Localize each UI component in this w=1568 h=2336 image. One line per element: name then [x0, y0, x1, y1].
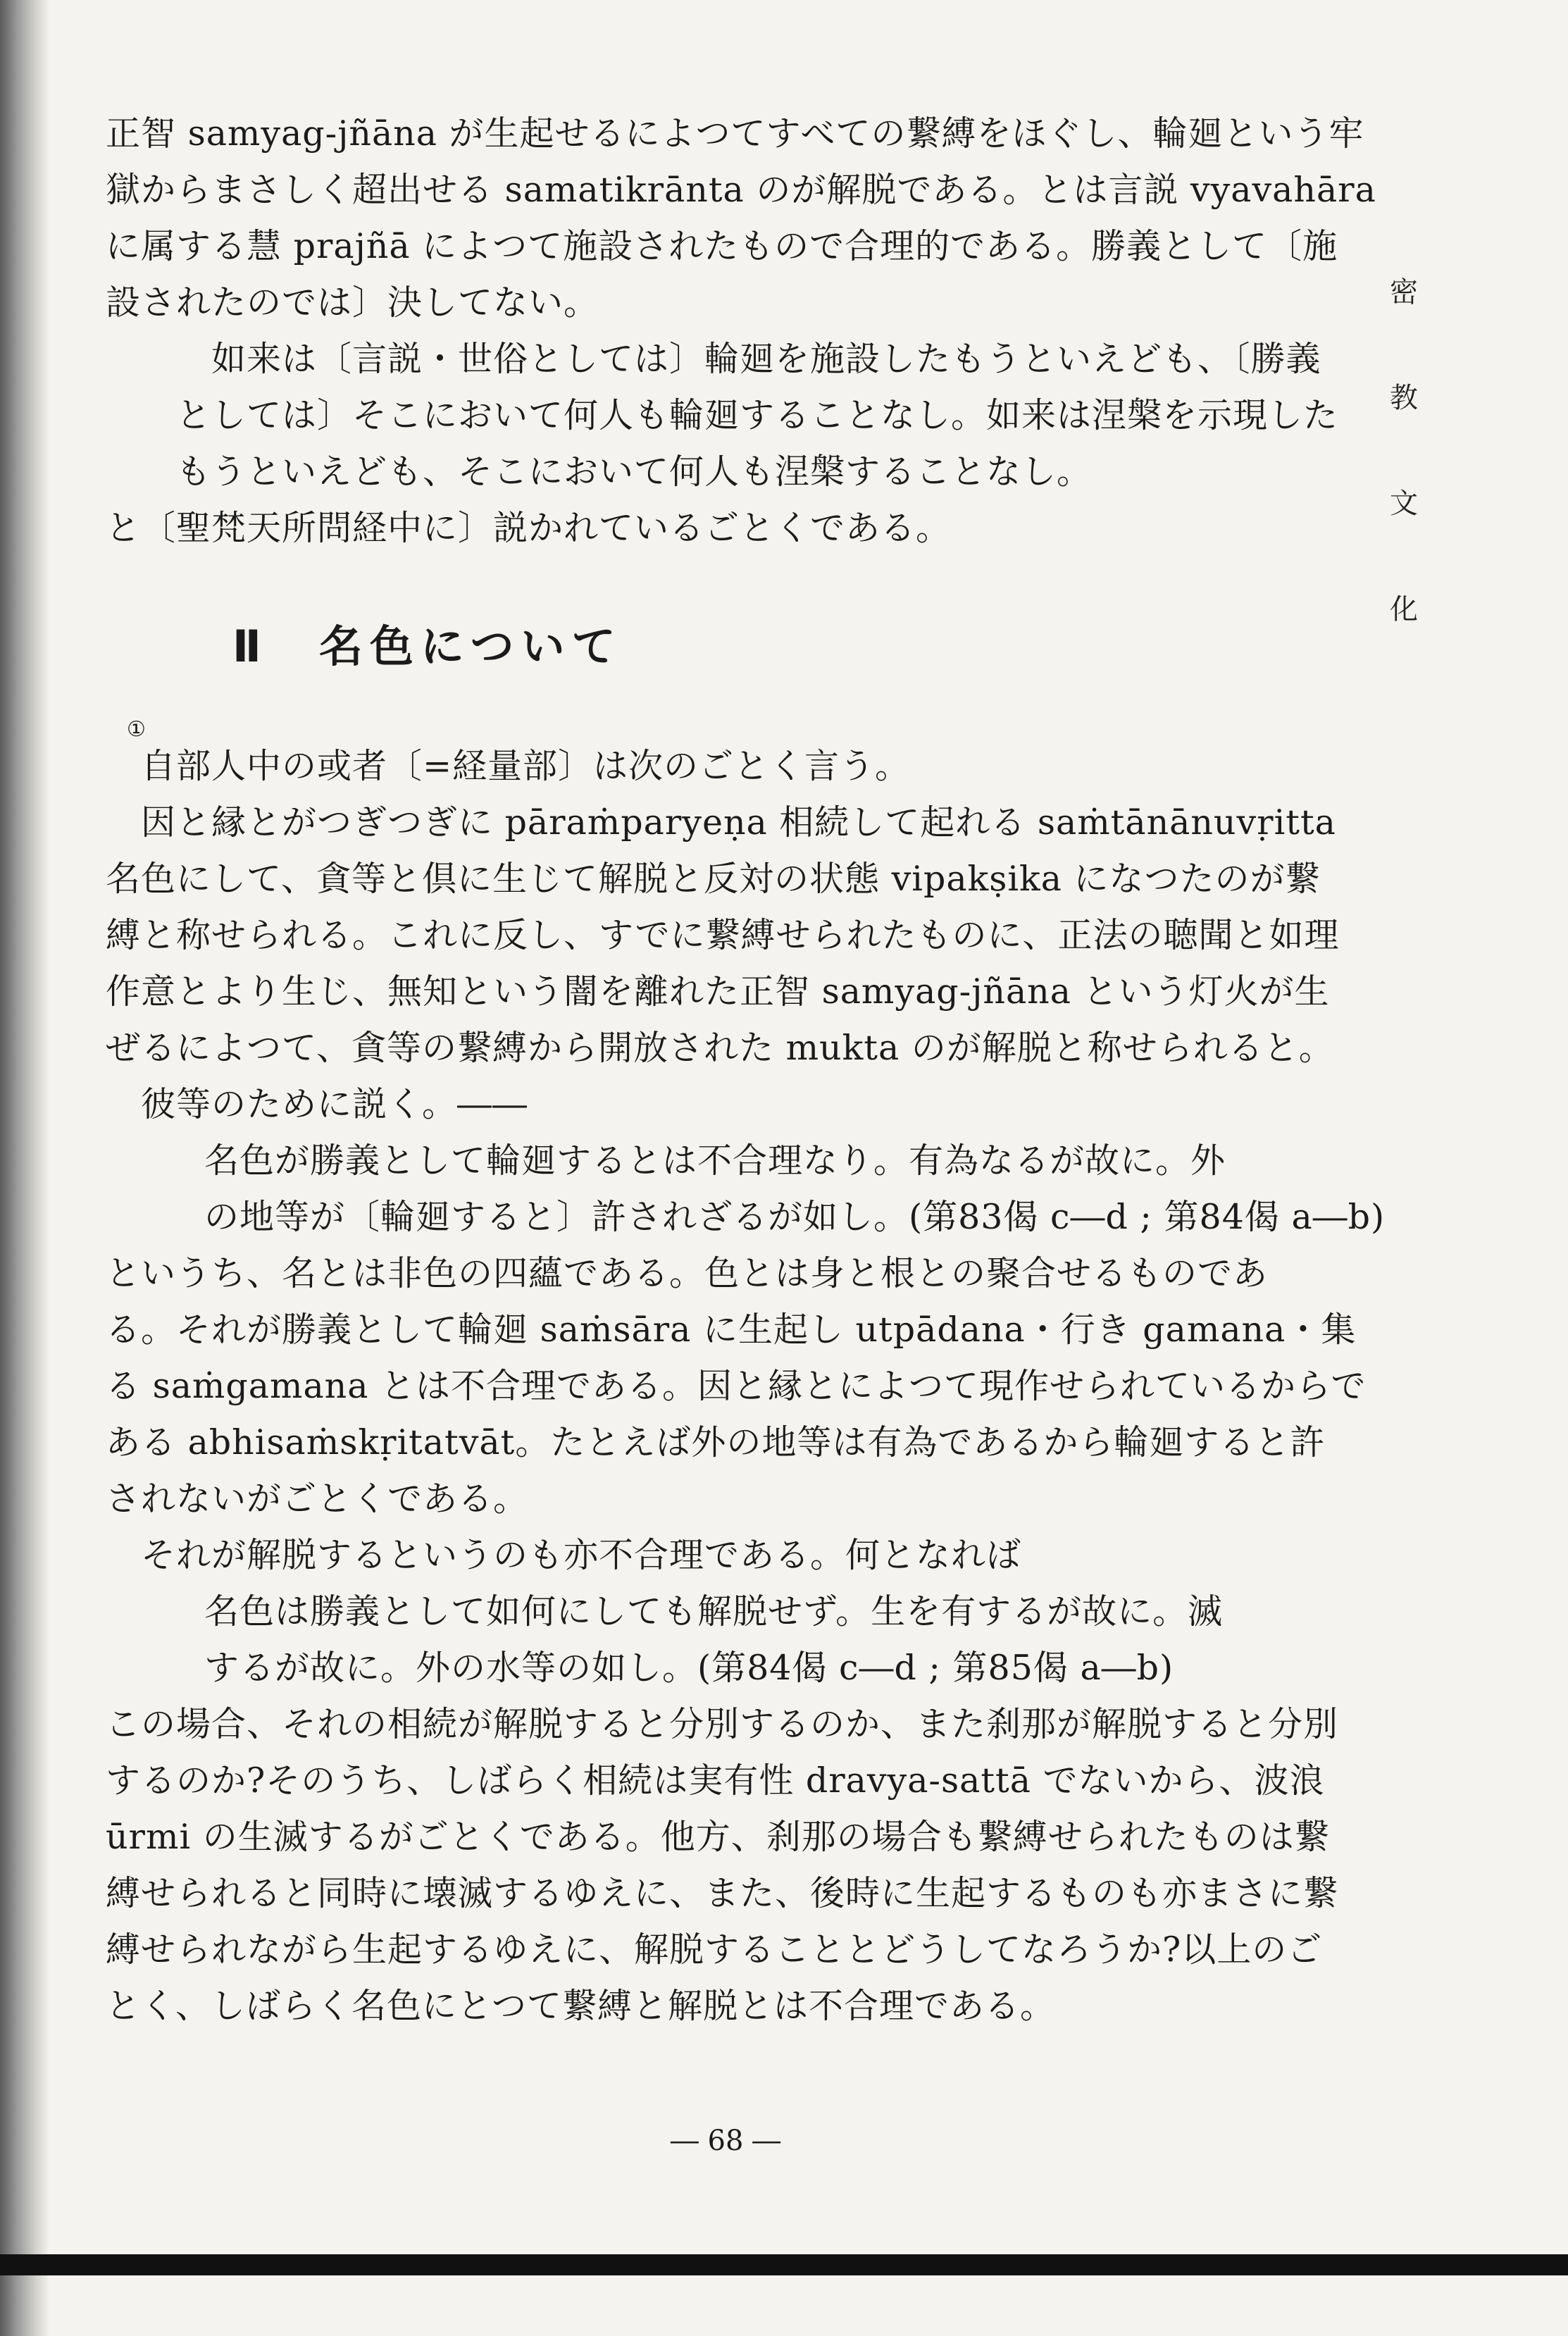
page-number: ― 68 ― — [670, 2125, 781, 2157]
text-line: 正智 samyag-jñāna が生起せるによつてすべての繋縛をほぐし、輪廻という牢 — [106, 113, 1364, 154]
quote-line: するが故に。外の水等の如し。(第84偈 c―d ; 第85偈 a―b) — [204, 1648, 1174, 1688]
text-line: 設されたのでは〕決してない。 — [106, 282, 599, 323]
text-line: 因と縁とがつぎつぎに pāraṁparyeṇa 相続して起れる saṁtānānuvṛitta — [141, 802, 1336, 843]
text-line: この場合、それの相続が解脱すると分別するのか、また刹那が解脱すると分別 — [106, 1704, 1339, 1744]
paragraph-opening — [106, 106, 1376, 331]
text-line: ある abhisaṁskṛitatvāt。たとえば外の地等は有為であるから輪廻すると許 — [106, 1422, 1326, 1462]
text-line: とく、しばらく名色にとつて繋縛と解脱とは不合理である。 — [106, 1986, 1056, 2026]
quote-line: としては〕そこにおいて何人も輪廻することなし。如来は涅槃を示現した — [176, 395, 1339, 435]
binding-shadow — [0, 0, 49, 2336]
text-line: 作意とより生じ、無知という闇を離れた正智 samyag-jñāna という灯火が生 — [106, 971, 1330, 1012]
quote-line: 如来は〔言説・世俗としては〕輪廻を施設したもうといえども、〔勝義 — [211, 339, 1321, 379]
text-line: 縛と称せられる。これに反し、すでに繋縛せられたものに、正法の聴聞と如理 — [106, 915, 1340, 955]
section-heading: Ⅱ 名色について — [232, 621, 623, 672]
block-quote-3 — [106, 1584, 1367, 1696]
quote-line: 名色は勝義として如何にしても解脱せず。生を有するが故に。滅 — [204, 1591, 1224, 1632]
text-line: それが解脱するというのも亦不合理である。何となれば — [141, 1535, 1022, 1575]
scan-edge-band — [0, 2254, 1568, 2275]
paragraph-analysis — [106, 1245, 1367, 1584]
running-title-char: 文 — [1390, 487, 1418, 520]
text-line: る saṁgamana とは不合理である。因と縁とによつて現作せられているからで — [106, 1366, 1367, 1406]
text-line: に属する慧 prajñā によつて施設されたもので合理的である。勝義として〔施 — [106, 226, 1338, 266]
text-line: されないがごとくである。 — [106, 1479, 529, 1519]
text-line: 自部人中の或者〔=経量部〕は次のごとく言う。 — [141, 746, 911, 786]
paragraph-sautrantika — [106, 738, 1367, 1133]
running-title-char: 化 — [1390, 593, 1418, 626]
text-line: するのか?そのうち、しばらく相続は実有性 dravya-sattā でないから、波浪 — [106, 1760, 1325, 1801]
text-line: と〔聖梵天所問経中に〕説かれているごとくである。 — [106, 508, 952, 548]
text-line: 名色にして、貪等と倶に生じて解脱と反対の状態 vipakṣika になつたのが繋 — [106, 859, 1321, 899]
block-quote-2 — [106, 1133, 1386, 1245]
text-line: というち、名とは非色の四蘊である。色とは身と根との聚合せるものであ — [106, 1253, 1269, 1293]
footnote-marker: ① — [127, 717, 146, 742]
block-quote-1 — [106, 331, 1367, 500]
paragraph-conclusion — [106, 1696, 1367, 2034]
text-line: る。それが勝義として輪廻 saṁsāra に生起し utpādana・行き gamana・集 — [106, 1310, 1357, 1350]
text-line: ūrmi の生滅するがごとくである。他方、刹那の場合も繋縛せられたものは繋 — [106, 1817, 1330, 1857]
text-line: ぜるによつて、貪等の繋縛から開放された mukta のが解脱と称せられると。 — [106, 1028, 1334, 1068]
text-line: 縛せられながら生起するゆえに、解脱することとどうしてなろうか?以上のご — [106, 1930, 1323, 1970]
running-title-char: 密 — [1390, 276, 1418, 309]
running-title-char: 教 — [1390, 382, 1418, 414]
text-line: 獄からまさしく超出せる samatikrānta のが解脱である。とは言説 vyavahāra — [106, 170, 1376, 210]
text-line: 彼等のために説く。―― — [141, 1084, 528, 1124]
quote-line: の地等が〔輪廻すると〕許されざるが如し。(第83偈 c―d ; 第84偈 a―b) — [204, 1197, 1386, 1237]
paragraph-citation — [106, 500, 1367, 557]
text-line: 縛せられると同時に壊滅するゆえに、また、後時に生起するものも亦まさに繋 — [106, 1873, 1339, 1913]
quote-line: もうといえども、そこにおいて何人も涅槃することなし。 — [176, 452, 1093, 492]
quote-line: 名色が勝義として輪廻するとは不合理なり。有為なるが故に。外 — [204, 1141, 1226, 1181]
running-title — [1383, 240, 1425, 662]
